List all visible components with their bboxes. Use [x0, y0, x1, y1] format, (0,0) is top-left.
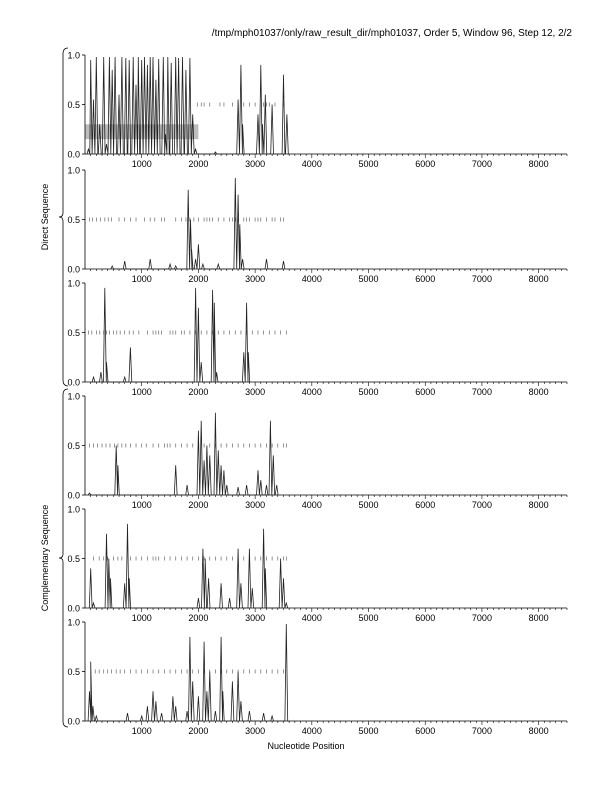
x-tick-label: 5000 [358, 726, 379, 736]
x-tick-label: 3000 [245, 274, 266, 284]
x-tick-label: 4000 [301, 159, 322, 169]
x-tick-label: 6000 [415, 500, 436, 510]
x-tick-label: 6000 [415, 726, 436, 736]
x-tick-label: 7000 [471, 159, 492, 169]
y-tick-label: 1.0 [67, 391, 80, 402]
x-tick-label: 5000 [358, 159, 379, 169]
series-line [88, 413, 278, 495]
x-tick-label: 3000 [245, 726, 266, 736]
x-tick-label: 8000 [528, 613, 549, 623]
x-tick-label: 1000 [131, 387, 152, 397]
y-tick-label: 1.0 [67, 504, 80, 515]
y-tick-label: 1.0 [67, 278, 80, 289]
y-tick-label: 0.5 [67, 554, 80, 564]
x-tick-label: 8000 [528, 500, 549, 510]
panel-5 [67, 505, 567, 624]
y-tick-label: 0.0 [67, 377, 80, 388]
x-tick-label: 7000 [471, 500, 492, 510]
series-line [88, 624, 289, 721]
x-tick-label: 1000 [131, 274, 152, 284]
series-line [89, 524, 287, 608]
x-tick-label: 6000 [415, 613, 436, 623]
panel-4 [67, 392, 567, 511]
x-tick-label: 4000 [301, 387, 322, 397]
x-tick-label: 2000 [188, 500, 209, 510]
x-tick-label: 3000 [245, 159, 266, 169]
x-tick-label: 2000 [188, 613, 209, 623]
x-tick-label: 8000 [528, 726, 549, 736]
direct-sequence-label: Direct Sequence [40, 183, 50, 251]
x-tick-label: 6000 [415, 274, 436, 284]
y-tick-label: 1.0 [67, 617, 80, 628]
x-tick-label: 1000 [131, 500, 152, 510]
y-tick-label: 0.0 [67, 149, 80, 160]
x-tick-label: 3000 [245, 500, 266, 510]
x-tick-label: 8000 [528, 387, 549, 397]
x-tick-label: 2000 [188, 726, 209, 736]
panel-2 [67, 166, 567, 285]
y-tick-label: 0.0 [67, 264, 80, 275]
x-tick-label: 5000 [358, 500, 379, 510]
x-tick-label: 2000 [188, 387, 209, 397]
x-tick-label: 5000 [358, 387, 379, 397]
y-tick-label: 0.0 [67, 716, 80, 727]
y-tick-label: 0.5 [67, 215, 80, 225]
y-tick-label: 1.0 [67, 50, 80, 61]
y-tick-label: 0.0 [67, 490, 80, 501]
y-tick-label: 0.5 [67, 100, 80, 110]
panel-6 [67, 618, 567, 737]
x-tick-label: 5000 [358, 274, 379, 284]
x-tick-label: 1000 [131, 613, 152, 623]
x-tick-label: 3000 [245, 387, 266, 397]
x-tick-label: 4000 [301, 500, 322, 510]
complementary-sequence-bracket [40, 389, 68, 727]
series-line [92, 288, 250, 382]
x-tick-label: 4000 [301, 274, 322, 284]
series-line [87, 57, 288, 154]
complementary-sequence-label: Complementary Sequence [40, 504, 50, 612]
x-tick-label: 1000 [131, 159, 152, 169]
x-tick-label: 7000 [471, 274, 492, 284]
panel-1 [67, 51, 567, 170]
x-tick-label: 6000 [415, 159, 436, 169]
x-tick-label: 4000 [301, 726, 322, 736]
x-tick-label: 2000 [188, 159, 209, 169]
file-path-header: /tmp/mph01037/only/raw_result_dir/mph01037, Order 5, Window 96, Step 12, 2/2 [211, 28, 572, 39]
y-tick-label: 0.0 [67, 603, 80, 614]
x-tick-label: 1000 [131, 726, 152, 736]
panel-3 [67, 279, 567, 398]
x-tick-label: 8000 [528, 159, 549, 169]
x-tick-label: 6000 [415, 387, 436, 397]
direct-sequence-bracket [40, 48, 68, 386]
y-tick-label: 1.0 [67, 165, 80, 176]
x-tick-label: 7000 [471, 387, 492, 397]
y-tick-label: 0.5 [67, 667, 80, 677]
x-tick-label: 4000 [301, 613, 322, 623]
x-tick-label: 3000 [245, 613, 266, 623]
x-axis-title: Nucleotide Position [267, 741, 345, 751]
x-tick-label: 8000 [528, 274, 549, 284]
series-line [111, 178, 285, 269]
x-tick-label: 5000 [358, 613, 379, 623]
x-tick-label: 7000 [471, 613, 492, 623]
y-tick-label: 0.5 [67, 441, 80, 451]
x-tick-label: 7000 [471, 726, 492, 736]
y-tick-label: 0.5 [67, 328, 80, 338]
x-tick-label: 2000 [188, 274, 209, 284]
